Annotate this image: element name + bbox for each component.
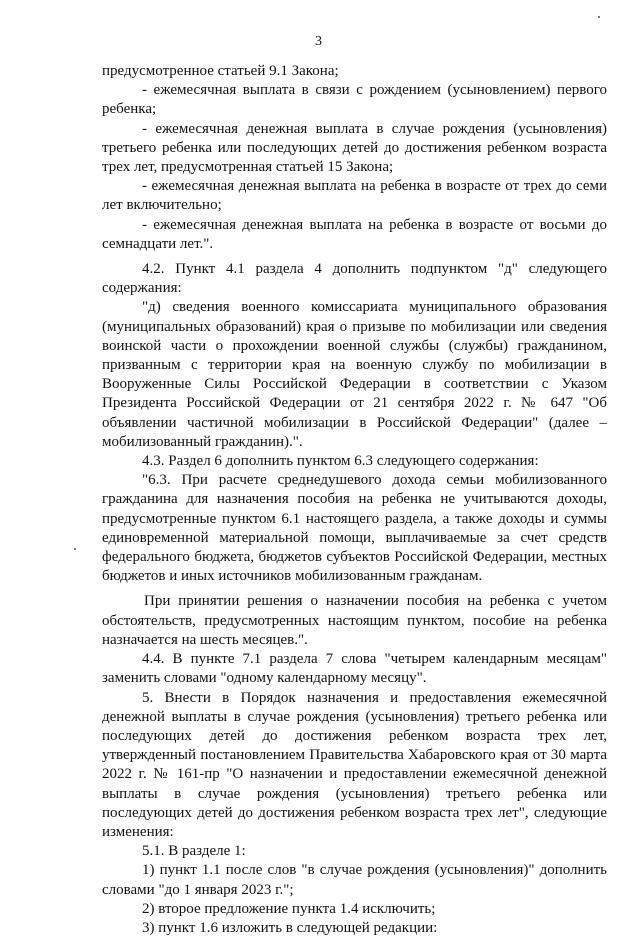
paragraph-list-item: - ежемесячная выплата в связи с рождением (усыновлением) первого ребенка; [102, 82, 607, 118]
scan-speck [74, 548, 76, 550]
paragraph-continuation: предусмотренное статьей 9.1 Закона; [102, 63, 339, 79]
paragraph-list-item: - ежемесячная денежная выплата на ребенка в возрасте от трех до семи лет включительно; [102, 178, 607, 214]
paragraph-quoted-clause-6-3: "6.3. При расчете среднедушевого дохода семьи мобилизованного гражданина для назначения пособия на ребенка не учитываются доходы, предусмотренные пунктом 6.1 настоящего раздела, а также доходы и суммы единовременной материальной помощи, выплачиваемые за счет средств федерального бюджета, бюджетов субъектов Российской Федерации, местных бюджетов и иных источников мобилизованным гражданам. [102, 472, 607, 585]
paragraph-clause-5: 5. Внести в Порядок назначения и предоставления ежемесячной денежной выплаты в случае рождения (усыновления) третьего ребенка или последующих детей до достижения ребенком возраста трех лет, утвержденный постановлением Правительства Хабаровского края от 30 марта 2022 г. № 161-пр "О назначении и предоставлении ежемесячной денежной выплаты в случае рождения (усыновления) третьего ребенка или последующих детей до достижения ребенком возраста трех лет", следующие изменения: [102, 689, 607, 840]
paragraph-quoted-subclause-d: "д) сведения военного комиссариата муниципального образования (муниципальных образований) края о призыве по мобилизации или сведения воинской части о прохождении военной службы (службы) гражданином, призванным с территории края на военную службу по мобилизации в Вооруженные Силы Российской Федерации в соответствии с Указом Президента Российской Федерации от 21 сентября 2022 г. № 647 "Об объявлении частичной мобилизации в Российской Федерации" (далее – мобилизованный гражданин).". [102, 299, 607, 450]
paragraph-item-1: 1) пункт 1.1 после слов "в случае рождения (усыновления)" дополнить словами "до 1 января 2023 г."; [102, 862, 607, 898]
paragraph-list-item: - ежемесячная денежная выплата на ребенка в возрасте от восьми до семнадцати лет.". [102, 216, 607, 252]
paragraph-clause-4-3: 4.3. Раздел 6 дополнить пунктом 6.3 следующего содержания: [142, 453, 539, 470]
scan-speck [598, 16, 600, 18]
page-number: 3 [315, 34, 322, 49]
paragraph-list-item: - ежемесячная денежная выплата в случае рождения (усыновления) третьего ребенка или последующих детей до достижения ребенком возраста трех лет, предусмотренная статьей 15 Закона; [102, 120, 607, 176]
paragraph-item-3: 3) пункт 1.6 изложить в следующей редакции: [142, 919, 438, 936]
paragraph-clause-5-1: 5.1. В разделе 1: [142, 843, 246, 860]
paragraph-item-2: 2) второе предложение пункта 1.4 исключить; [142, 900, 436, 917]
paragraph-decision-note: При принятии решения о назначении пособия на ребенка с учетом обстоятельств, предусмотренных настоящим пунктом, пособие на ребенка назначается на шесть месяцев.". [102, 593, 607, 648]
paragraph-clause-4-2: 4.2. Пункт 4.1 раздела 4 дополнить подпунктом "д" следующего содержания: [102, 261, 607, 297]
document-body [102, 62, 607, 938]
paragraph-clause-4-4: 4.4. В пункте 7.1 раздела 7 слова "четырем календарным месяцам" заменить словами "одному календарному месяцу". [102, 651, 607, 687]
